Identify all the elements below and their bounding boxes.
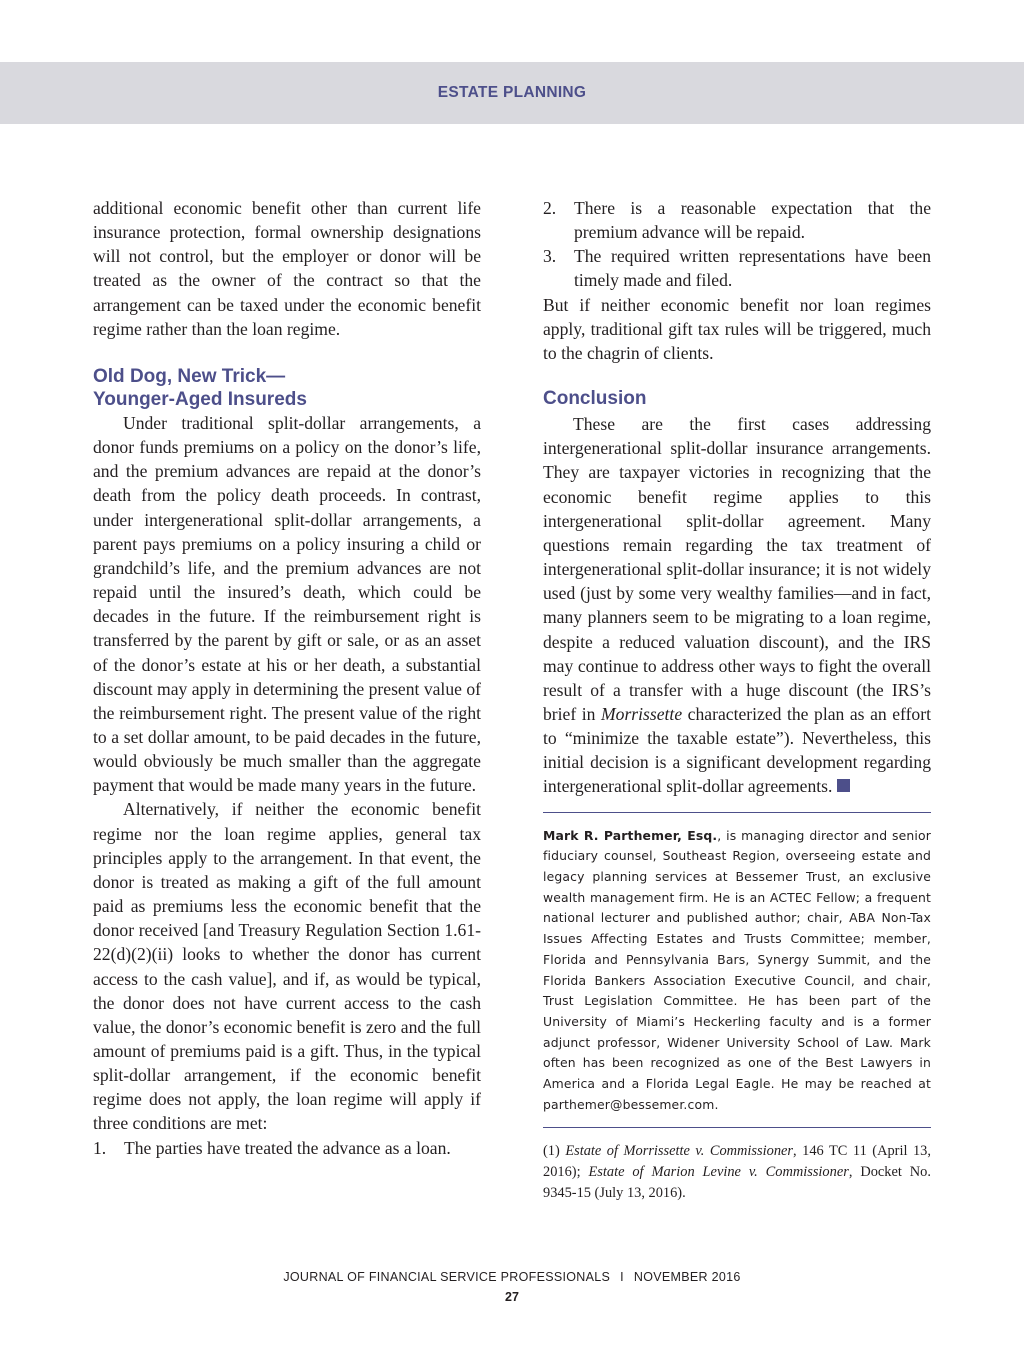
section-heading-conclusion: Conclusion [543, 388, 647, 410]
list-text: The parties have treated the advance as a loan. [124, 1137, 451, 1158]
heading-line: Old Dog, New Trick— [93, 365, 286, 387]
divider [543, 1127, 931, 1128]
list-number: 1. [93, 1137, 107, 1158]
case-name: Morrissette [601, 703, 683, 724]
issue-date: NOVEMBER 2016 [633, 1270, 741, 1284]
section-heading-old-dog [93, 365, 481, 411]
paragraph: additional economic benefit other than current life insurance protection, formal ownership designations will not control, but the employer or donor will be treated as the owner of the contract so that the arrangement can be taxed under the economic benefit regime rather than the loan regime. [93, 198, 481, 339]
paragraph: Alternatively, if neither the economic benefit regime nor the loan regime applies, general tax principles apply to the arrangement. In that event, the donor is treated as making a gift of the full amount paid as premiums less the economic benefit that the donor received [and Treasury Regulation Section 1.61-22(d)(2)(ii) looks to whether the donor has current access to the cash value], and if, as would be typical, the donor does not have current access to the cash value, the donor’s economic benefit is zero and the full amount of premiums paid is a gift. Thus, in the typical split-dollar arrangement, if the economic benefit regime does not apply, the loan regime will apply if three conditions are met: [93, 799, 481, 1134]
conclusion-paragraph [543, 412, 931, 799]
heading-line: Younger-Aged Insureds [93, 388, 307, 410]
bio-text: , is managing director and senior fiduciary counsel, Southeast Region, overseeing estate and legacy planning services at Bessemer Trust, an exclusive wealth management firm. He is an ACTEC Fellow; a frequent national lecturer and published author; chair, ABA Non-Tax Issues Affecting Estates and Trusts Committee; member, Florida and Pennsylvania Bars, Synergy Summit, and the Florida Bankers Association Executive Council, and chair, Trust Legislation Committee. He has been part of the University of Miami’s Heckerling faculty and is a former adjunct professor, Widener University School of Law. Mark often has been recognized as one of the Best Lawyers in America and a Florida Legal Eagle. He may be reached at parthemer@bessemer.com. [543, 827, 931, 1112]
left-column [93, 196, 481, 1160]
list-item [93, 1136, 481, 1160]
list-text: The required written representations have been timely made and filed. [574, 246, 931, 291]
page-number: 27 [505, 1290, 519, 1304]
text-run: These are the first cases addressing intergenerational split-dollar insurance arrangements. They are taxpayer victories in recognizing that the economic benefit regime applies to this intergenerational split-dollar agreement. Many questions remain regarding the tax treatment of intergenerational split-dollar insurance; it is not widely used (just by some very wealthy families—and in fact, many planners seem to be migrating to a loan regime, despite a reduced valuation discount), and the IRS may continue to address other ways to fight the overall result of a transfer with a huge discount (the IRS’s brief in [543, 414, 931, 724]
paragraph: Under traditional split-dollar arrangements, a donor funds premiums on a policy on the donor’s life, and the premium advances are repaid at the donor’s death from the policy death proceeds. In contrast, under intergenerational split-dollar arrangements, a parent pays premiums on a policy insuring a child or grandchild’s life, and the premium advances are not repaid until the insured’s death, which could be decades in the future. If the reimbursement right is transferred by the parent by gift or sale, or as an asset of the donor’s estate at his or her death, a substantial discount may apply in determining the present value of the reimbursement right. The present value of the right to a set dollar amount, to be paid decades in the future, would obviously be much smaller than the aggregate payment that would be made many years in the future. [93, 412, 481, 796]
section-title: ESTATE PLANNING [437, 84, 587, 101]
case-name: Estate of Morrissette v. Commissioner [565, 1143, 794, 1160]
paragraph: But if neither economic benefit nor loan regimes apply, traditional gift tax rules will be triggered, much to the chagrin of clients. [543, 294, 931, 363]
text-run: , 146 TC 11 (April 13, 2016); [543, 1143, 931, 1181]
author-name: Mark R. Parthemer, Esq. [543, 827, 718, 843]
right-column [543, 196, 931, 1204]
footer-journal [0, 1270, 1024, 1284]
case-name: Estate of Marion Levine v. Commissioner [588, 1164, 849, 1181]
text-run: , Docket No. 9345-15 (July 13, 2016). [543, 1164, 931, 1202]
divider [543, 812, 931, 813]
list-text: There is a reasonable expectation that the premium advance will be repaid. [574, 198, 931, 243]
text-run: characterized the plan as an effort to “minimize the taxable estate”). Nevertheless, this initial decision is a significant development regarding intergenerational split-dollar agreements. [543, 703, 931, 797]
list-item [543, 244, 931, 292]
end-mark-icon [837, 779, 850, 792]
footnote [543, 1141, 931, 1204]
footnote-number: (1) [543, 1143, 560, 1160]
footer-separator: I [620, 1270, 624, 1284]
list-number: 2. [543, 198, 557, 218]
list-item [543, 196, 931, 244]
journal-name: JOURNAL OF FINANCIAL SERVICE PROFESSIONALS [283, 1270, 611, 1284]
list-number: 3. [543, 246, 557, 267]
author-bio [543, 826, 931, 1116]
